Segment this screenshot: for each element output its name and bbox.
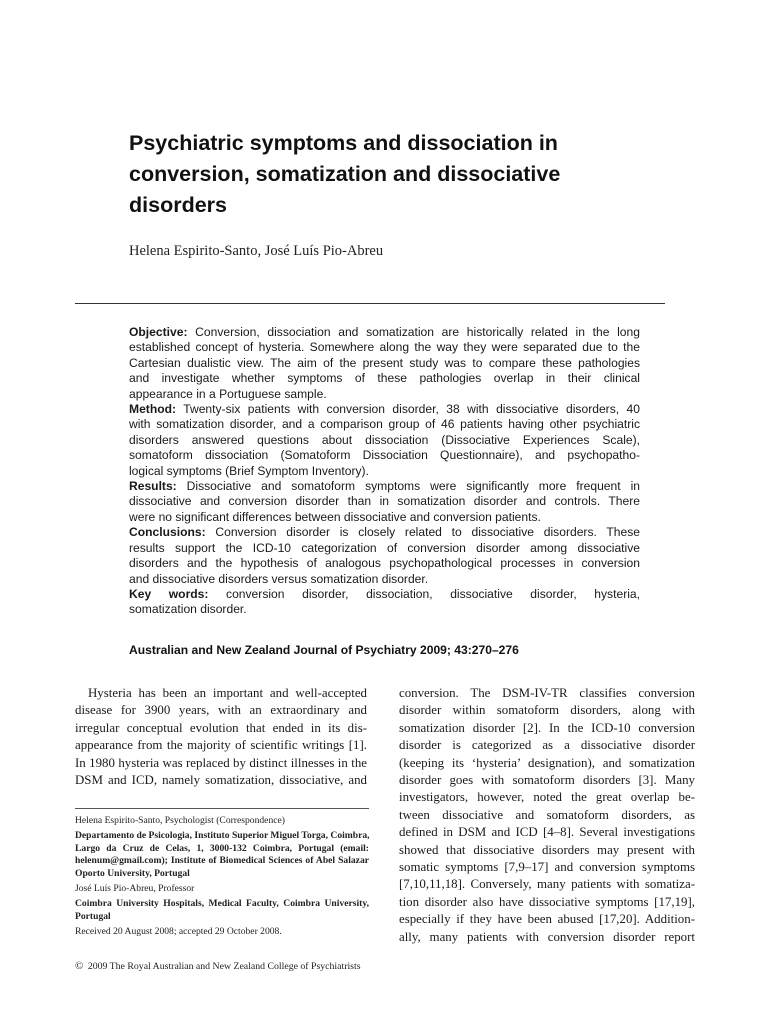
body-line: disease for 3900 years, with an extraordinary and — [75, 703, 367, 718]
affiliation-line: Largo da Cruz de Celas, 1, 3000-132 Coimbra, Portugal (email: — [75, 842, 369, 854]
body-line: Hysteria has been an important and well-accepted — [88, 686, 367, 700]
affiliation-line: Coimbra University Hospitals, Medical Faculty, Coimbra University, — [75, 898, 369, 910]
abstract-line: were no significant differences between dissociative and conversion patients. — [129, 509, 541, 524]
body-line: (keeping its ‘hysteria’ designation), and somatization — [399, 755, 695, 770]
results-label: Results: — [129, 479, 177, 494]
body-line: tween dissociative and somatoform disorders, as — [399, 807, 695, 822]
copyright-text: 2009 The Royal Australian and New Zealand College of Psychiatrists — [87, 961, 361, 972]
author-footnotes — [75, 815, 369, 942]
abstract-line — [129, 402, 640, 417]
author-1-line: Helena Espirito-Santo, Psychologist (Correspondence) — [75, 815, 285, 826]
header-divider — [75, 303, 665, 304]
abstract-line: disorders answered questions about dissociation (Dissociative Experiences Scale), — [129, 432, 640, 447]
title-line: conversion, somatization and dissociative — [129, 162, 561, 186]
author-2-affiliation — [75, 898, 369, 923]
body-line: conversion. The DSM-IV-TR classifies conversion — [399, 686, 695, 700]
body-line: disorder within somatoform disorders, along with — [399, 703, 695, 718]
abstract-line: and investigate whether symptoms of these pathologies overlap in their clinical — [129, 371, 640, 386]
abstract-text: conversion disorder, dissociation, dissociative disorder, hysteria, — [226, 586, 640, 601]
body-line: somatization disorder [2]. In the ICD-10 conversion — [399, 720, 695, 735]
body-column-left — [75, 685, 367, 789]
abstract-text: Conversion, dissociation and somatization are historically related in the long — [187, 325, 640, 339]
abstract-line: somatization disorder. — [129, 602, 247, 617]
title-line: Psychiatric symptoms and dissociation in — [129, 131, 558, 155]
footnote-divider — [75, 808, 369, 809]
copyright-notice — [75, 960, 361, 972]
affiliation-line: Departamento de Psicologia, Instituto Superior Miguel Torga, Coimbra, — [75, 830, 370, 842]
body-line: disorder goes with somatoform disorders [3]. Many — [399, 773, 695, 788]
abstract — [129, 325, 640, 618]
body-line: In 1980 hysteria was replaced by distinct illnesses in the — [75, 755, 367, 770]
affiliation-line: Portugal — [75, 910, 111, 922]
conclusions-label: Conclusions: — [129, 525, 206, 540]
abstract-text: Dissociative and somatoform symptoms were significantly more frequent in — [176, 479, 640, 494]
method-label: Method: — [129, 402, 177, 417]
abstract-line: appearance in a Portuguese sample. — [129, 386, 327, 401]
abstract-line: with somatization disorder, and a comparison group of 46 patients having other psychiatric — [129, 417, 640, 432]
body-line: irregular conceptual evolution that ended in its dis- — [75, 720, 367, 735]
body-line: [7,10,11,18]. Conversely, many patients with somatiza- — [399, 877, 695, 892]
author-2-line: José Luís Pio-Abreu, Professor — [75, 883, 195, 895]
body-line: ally, many patients with conversion disorder report — [399, 929, 695, 944]
abstract-line — [129, 479, 640, 494]
body-line: tion disorder also have dissociative symptoms [17,19], — [399, 894, 695, 909]
author-list: Helena Espirito-Santo, José Luís Pio-Abreu — [129, 243, 384, 259]
body-line: appearance from the majority of scientific writings [1]. — [75, 738, 367, 753]
abstract-line: dissociative and conversion disorder than in somatization disorder and controls. There — [129, 494, 640, 509]
abstract-text: Conversion disorder is closely related to dissociative disorders. These — [205, 525, 640, 540]
abstract-line: established concept of hysteria. Somewhere along the way they were separated due to the — [129, 340, 640, 355]
abstract-text: Twenty-six patients with conversion disorder, 38 with dissociative disorders, 40 — [176, 402, 640, 417]
journal-citation: Australian and New Zealand Journal of Psychiatry 2009; 43:270–276 — [129, 643, 519, 657]
body-line: defined in DSM and ICD [4–8]. Several investigations — [399, 825, 695, 840]
abstract-line: Cartesian dualistic view. The aim of the present study was to compare these pathologies — [129, 355, 640, 370]
affiliation-line: Oporto University, Portugal — [75, 867, 190, 879]
abstract-line: and dissociative disorders versus somatization disorder. — [129, 571, 429, 586]
abstract-line: somatoform dissociation (Somatoform Dissociation Questionnaire), and psychopatho- — [129, 448, 640, 463]
body-line: investigators, however, noted the great overlap be- — [399, 790, 695, 805]
abstract-line — [129, 325, 640, 340]
keywords-label: Key words: — [129, 586, 209, 601]
body-line: DSM and ICD, namely somatization, dissociative, and — [75, 773, 367, 788]
body-line: showed that dissociative disorders may present with — [399, 842, 695, 857]
body-line: disorder is categorized as a dissociative disorder — [399, 738, 695, 753]
abstract-line: logical symptoms (Brief Symptom Inventory). — [129, 463, 369, 478]
abstract-line: results support the ICD-10 categorization of conversion disorder among dissociative — [129, 540, 640, 555]
article-title — [129, 128, 649, 221]
received-dates: Received 20 August 2008; accepted 29 October 2008. — [75, 926, 282, 938]
affiliation-line: helenum@gmail.com); Institute of Biomedical Sciences of Abel Salazar — [75, 855, 369, 867]
body-line: somatic symptoms [7,9–17] and conversion symptoms — [399, 860, 695, 875]
copyright-symbol: © — [75, 960, 84, 972]
objective-label: Objective: — [129, 325, 188, 339]
abstract-line — [129, 587, 640, 602]
body-column-right — [399, 685, 695, 946]
body-line: especially if they have been abused [17,20]. Addition- — [399, 912, 695, 927]
author-1-affiliation — [75, 830, 369, 880]
title-line: disorders — [129, 193, 227, 217]
abstract-line — [129, 525, 640, 540]
abstract-line: disorders and the hypothesis of analogous psychopathological processes in conversion — [129, 556, 640, 571]
